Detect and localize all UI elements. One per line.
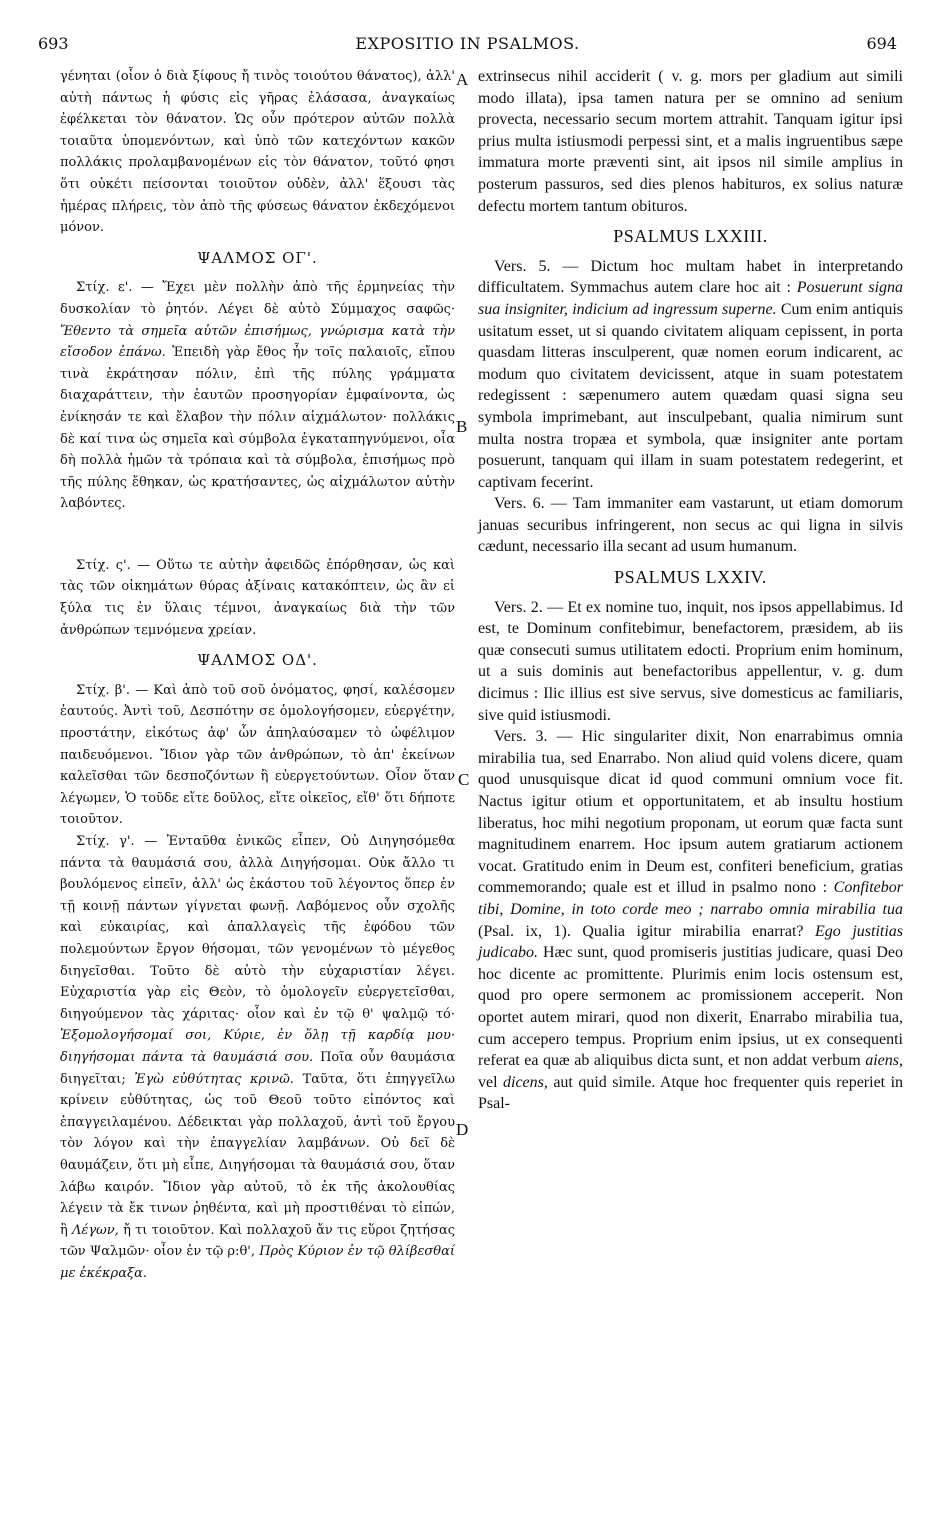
greek-text: Ποῖα οὖν θαυμάσια διηγεῖται; xyxy=(60,1049,455,1087)
greek-column xyxy=(60,66,455,1284)
margin-letter-d: D xyxy=(456,1120,469,1139)
latin-text: Cum enim antiquis usitatum esset, ut si quando civitatem aliquam cepissent, in porta quasdam litteras insculperent, quæ nomen eorum indicarent, ac modum quo civitatem devicissent, atque in suam potestatem redegissent : sæpenumero autem quædam quasi signa seu symbola imprimebant, aut insculpebant, qualia nimirum sunt multa nostra tropæa et symbola, quæ insigniter ante portam posuerunt, tanquam qui illam in suam potestatem redegerint, et captivam fecerint. xyxy=(478,300,903,491)
greek-psalm-heading-73: ΨΑΛΜΟΣ ΟΓ'. xyxy=(197,248,318,267)
latin-paragraph xyxy=(478,256,903,494)
greek-quotation: Ἐξομολογήσομαί σοι, Κύριε, ἐν ὅλῃ τῇ καρδίᾳ μου· διηγήσομαι πάντα τὰ θαυμάσιά σου. xyxy=(60,1028,455,1065)
greek-paragraph xyxy=(60,831,455,1284)
latin-quotation: dicens, xyxy=(503,1073,548,1091)
greek-paragraph: Στίχ. β'. — Καὶ ἀπὸ τοῦ σοῦ ὀνόματος, φησί, καλέσομεν ἑαυτούς. Ἀντὶ τοῦ, Δεσπότην σε ὁμολογήσομεν, εὐεργέτην, προστάτην, εἰκότως ἀφ' ὧν ἀπηλαύσαμεν τὸ ὠφέλιμον παιδευόμενοι. Ἴδιον γὰρ τῶν ἀνθρώπων, τὸ ἀπ' ἐκείνων καλεῖσθαι τῶν δεσποζόντων ἢ εὐεργετούντων. Οἷον ὅταν λέγωμεν, Ὁ τοῦδε εἴτε δοῦλος, εἴτε οἰκεῖος, εἴθ' ὅτι δήποτε τοιοῦτον. xyxy=(60,682,455,828)
running-title: EXPOSITIO IN PSALMOS. xyxy=(355,34,580,53)
greek-quotation: Λέγων, xyxy=(72,1222,119,1238)
latin-quotation: Posuerunt signa sua insigniter, indicium ad ingressum superne. xyxy=(478,279,904,318)
latin-psalm-heading-73: PSALMUS LXXIII. xyxy=(613,226,768,247)
latin-text: aut quid simile. Atque hoc frequenter quis reperiet in Psal- xyxy=(478,1073,904,1113)
page-number-right: 694 xyxy=(866,34,897,53)
latin-paragraph xyxy=(478,726,903,1115)
latin-text: (Psal. ix, 1). Qualia igitur mirabilia enarrat? xyxy=(478,922,804,940)
latin-paragraph: extrinsecus nihil acciderit ( v. g. mors per gladium aut simili modo illata), ipsa tamen natura per se omnino ad senium provecta, necessario secum mortem attrahit. Tanquam igitur ipsi prius multa istiusmodi perpessi sint, et a malis ingruentibus sæpe immatura morte præventi sint, ait ipsos nil simile amplius in posterum passuros, sed dies plenos habituros, ex solius naturæ defectu mortem tantum obituros. xyxy=(478,68,903,215)
latin-paragraph: Vers. 6. — Tam immaniter eam vastarunt, ut etiam domorum januas securibus infringerent, non secus ac qui ligna in silvis cædunt, necessario illa secant ad usum humanum. xyxy=(478,495,903,556)
latin-text: Vers. 5. — Dictum hoc multam habet in interpretando difficultatem. Symmachus autem clare hoc ait : xyxy=(478,257,903,297)
greek-quotation: Ἔθεντο τὰ σημεῖα αὐτῶν ἐπισήμως, γνώρισμα κατὰ τὴν εἴσοδον ἐπάνω. xyxy=(60,323,455,361)
greek-text: ἤ τι τοιοῦτον. Καὶ πολλαχοῦ ἄν τις εὕροι ζητήσας τῶν Ψαλμῶν· οἷον ἐν τῷ ρ:θ', xyxy=(60,1222,456,1260)
greek-paragraph: Στίχ. ς'. — Οὕτω τε αὐτὴν ἀφειδῶς ἐπόρθησαν, ὡς καὶ τὰς τῶν οἰκημάτων θύρας ἀξίναις κατακόπτειν, ὡς ἂν εἰ ξύλα τις ἐν ὕλαις τέμνοι, ἀναγκαίως διὰ τὴν τῶν ἀνθρώπων τεμνόμενα χρείαν. xyxy=(60,557,455,638)
latin-paragraph: Vers. 2. — Et ex nomine tuo, inquit, nos ipsos appellabimus. Id est, te Dominum confitebimur, benefactorem, præsidem, ab iis quæ consecuti sumus utilitatem edocti. Proprium enim hominum, ut a suis dominis aut benefactoribus appellentur, v. g. dum dicimus : Ilic illius est sive servus, sive domesticus ac familiaris, sive quid istiusmodi. xyxy=(478,598,903,724)
greek-quotation: Πρὸς Κύριον ἐν τῷ θλίβεσθαί με ἐκέκραξα. xyxy=(60,1244,455,1281)
greek-paragraph xyxy=(60,277,455,515)
page-number-left: 693 xyxy=(38,34,69,53)
latin-psalm-heading-74: PSALMUS LXXIV. xyxy=(614,567,767,588)
latin-quotation: Ego justitias judicabo. xyxy=(478,922,904,962)
running-header xyxy=(38,34,897,58)
margin-letter-b: B xyxy=(456,417,468,436)
greek-paragraph: γένηται (οἷον ὁ διὰ ξίφους ἤ τινὸς τοιούτου θάνατος), ἀλλ' αὐτὴ πάντως ἡ φύσις εἰς γῆρας ἐλάσασα, ἀναγκαίως ἐφέλκεται τὸν θάνατον. Ὡς οὖν πρότερον αὐτῶν πολλὰ τοιαῦτα ὑπομενόντων, καὶ ὑπὸ τῶν κατεχόντων κακῶν πολλάκις προλαμβανομένων εἰς τὸν θάνατον, τοῦτό φησι ὅτι οὐκέτι πείσονται τοιοῦτον οὐδὲν, ἀλλ' ἕξουσι τὰς ἡμέρας πλήρεις, τὸν ἀπὸ τῆς φύσεως θάνατον ἐκδεχόμενοι μόνον. xyxy=(60,69,455,236)
latin-quotation: aiens, xyxy=(865,1052,903,1070)
latin-text: vel xyxy=(478,1073,498,1091)
latin-text: Vers. 3. — Hic singulariter dixit, Non enarrabimus omnia mirabilia tua, sed Enarrabo. Non aliud quid volens dicere, quam quod unusquisque dicat id quod communi omnium voce fit. Nactus igitur otium et opportunitatem, et ab insultu hostium liberatus, hoc mihi negotium proponam, ut eorum quæ facta sunt magnitudinem enarrem. Hoc ipsum autem gratiarum actionem vocat. Gratitudo enim in Deum est, confiteri beneficium, gratias commemorando; quale est et illud in psalmo nono : xyxy=(478,728,903,897)
latin-quotation: Confitebor tibi, Domine, in toto corde meo ; narrabo omnia mirabilia tua xyxy=(478,879,904,918)
margin-letter-c: C xyxy=(458,770,470,789)
margin-letter-a: A xyxy=(456,70,469,89)
greek-text: Στίχ. ε'. — Ἔχει μὲν πολλὴν ἀπὸ τῆς ἑρμηνείας τὴν δυσκολίαν τὸ ῥητόν. Λέγει δὲ αὐτὸ Σύμμαχος σαφῶς· xyxy=(60,280,455,317)
greek-quotation: Ἐγὼ εὐθύτητας κρινῶ. xyxy=(134,1071,294,1087)
greek-text: Ἐπειδὴ γὰρ ἔθος ἦν τοῖς παλαιοῖς, εἴπου τινὰ ἐκράτησαν πόλιν, ἐπὶ τῆς πύλης γράμματα διαχαράττειν, τὴν ἑαυτῶν προσηγορίαν ἐμφαίνοντα, ὡς ἐνίκησάν τε καὶ ἔλαβον τὴν πόλιν αἰχμάλωτον· πολλάκις δὲ καί τινα ὡς σημεῖα καὶ σύμβολα ἐγκαταπηγνύμενοι, οἷα δὴ πολλὰ ἡμῶν τὰ τρόπαια καὶ τὰ σύμβολα, ἐπισήμως πρὸ τῆς πύλης ἔθηκαν, ὡς κρατήσαντες, ὡς αἰχμάλωτον αὐτὴν λαβόντες. xyxy=(60,345,455,512)
greek-text: Ταῦτα, ὅτι ἐπηγγεῖλω κρίνειν εὐθύτητας, ὡς τοῦ Θεοῦ τοῦτο εἰπόντος καὶ ἐπαγγειλαμένου. Δέδεικται γὰρ πολλαχοῦ, ἀντὶ τοῦ ἔργου τὸν λόγον καὶ τὴν ἐπαγγελίαν λαμβάνων. Οὐ δεῖ δὲ θαυμάζειν, ὅτι μὴ εἶπε, Διηγήσομαι τὰ θαυμάσιά σου, ὅταν λάβω καιρόν. Ἴδιον γὰρ αὐτοῦ, τὸ ἐκ τῆς ἀκολουθίας λέγειν τὰ ἔκ τινων ῥηθέντα, καὶ μὴ προστιθέναι τὸ εἰπών, ἢ xyxy=(60,1071,455,1238)
latin-text: Hæc sunt, quod promiseris justitias judicare, quasi Deo hoc dicente ac promittente. Plurimis enim locis ostensum est, quod pro opere sermonem ac promissionem acceperit. Non oportet autem mirari, quod non dixerit, Enarrabo mirabilia tua, cum accepero tempus. Proprium enim ipsius, ut ex consequenti referat ea quæ ab aliquibus dicta sunt, et non addat verbum xyxy=(478,944,904,1070)
greek-psalm-heading-74: ΨΑΛΜΟΣ ΟΔ'. xyxy=(197,651,318,670)
latin-column xyxy=(478,66,903,1115)
greek-text: Στίχ. γ'. — Ἐνταῦθα ἑνικῶς εἶπεν, Οὐ Διηγησόμεθα πάντα τὰ θαυμάσιά σου, ἀλλὰ Διηγήσομαι. Οὐκ ἄλλο τι βουλόμενος εἰπεῖν, ἀλλ' ὡς ἑκάστου τοῦ λέγοντος ὅπερ ἐν τῇ κοινῇ πάντων γίγνεται φωνῇ. Λαβόμενος οὖν σχολῆς καὶ εὐκαιρίας, καὶ ἀπαλλαγεὶς τῆς ἐφόδου τῶν πολεμούντων ἔργον θήσομαι, τῶν γενομένων τὸ μέγεθος διηγεῖσθαι. Τοῦτο δὲ αὐτὸ τὴν εὐχαριστίαν λέγει. Εὐχαριστία γὰρ εἰς Θεὸν, τὸ ὁμολογεῖν εὐεργετεῖσθαι, διηγούμενον τὰς χάριτας· οἷον καὶ ἐν τῷ θ' ψαλμῷ τό· xyxy=(60,834,455,1022)
